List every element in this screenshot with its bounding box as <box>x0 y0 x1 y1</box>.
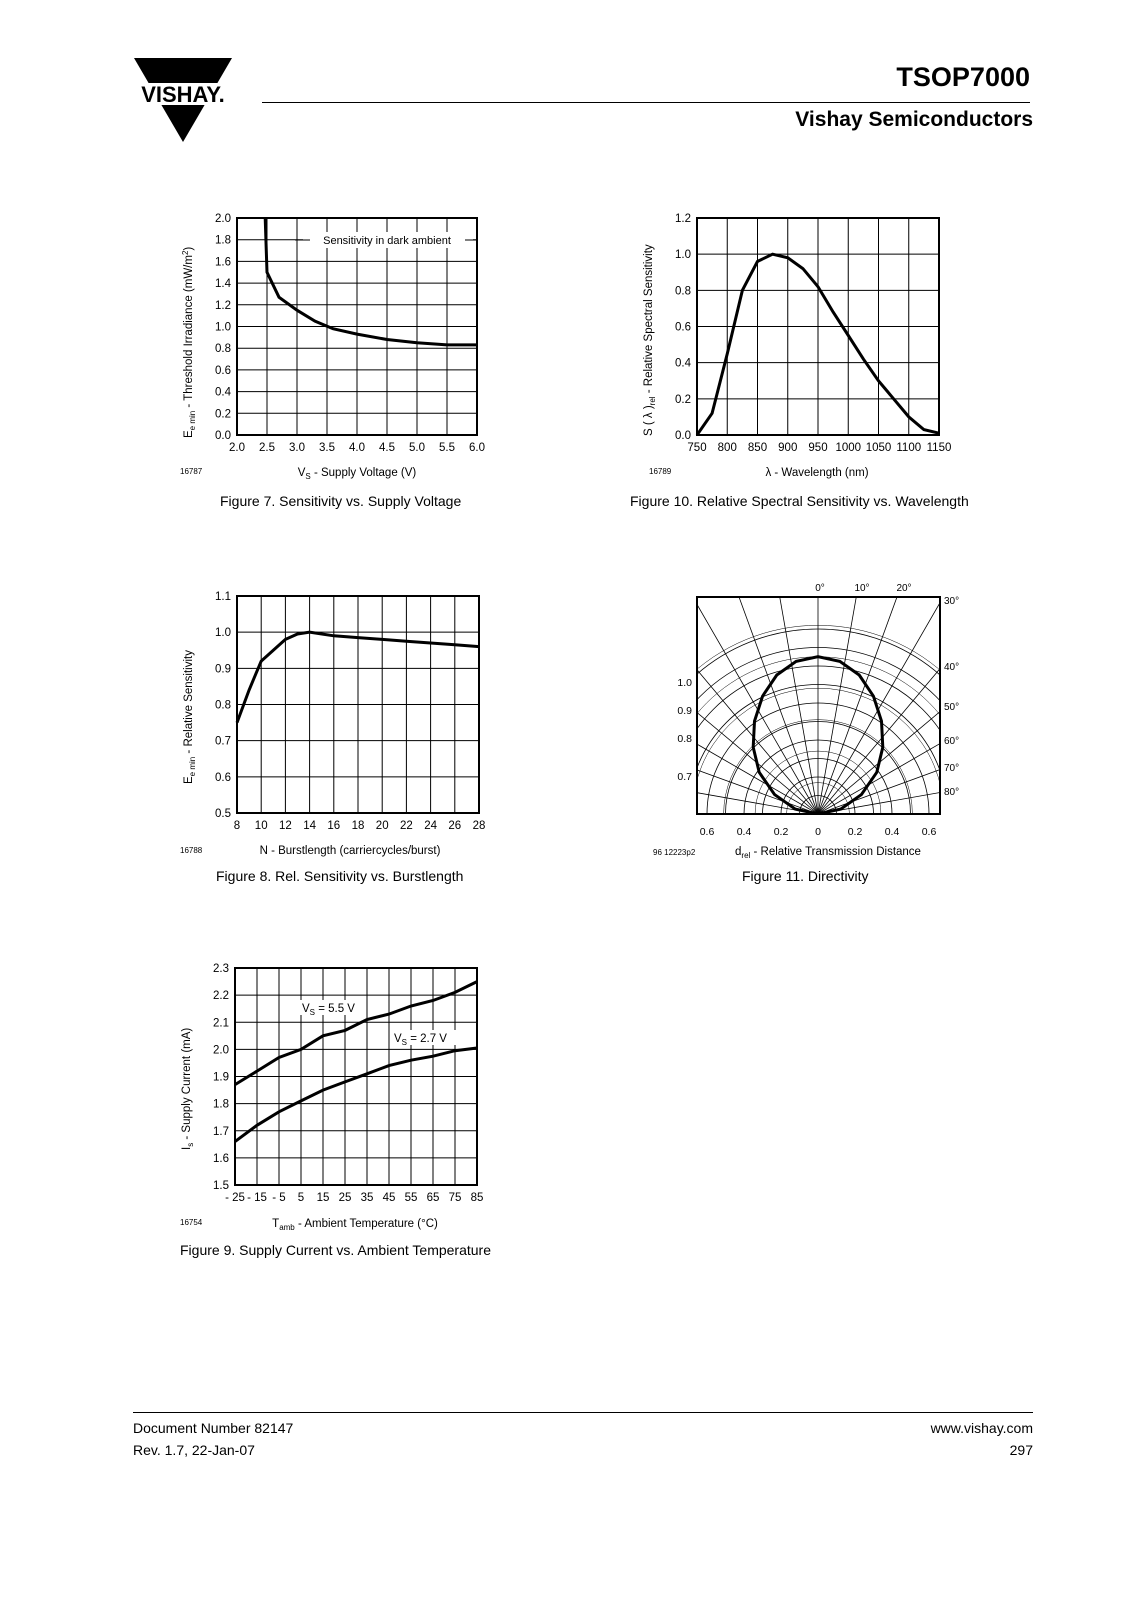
figure-7 <box>175 210 505 509</box>
fig8-xtick: 10 <box>254 820 268 832</box>
fig10-xlabel: λ - Wavelength (nm) <box>765 467 869 479</box>
figure-10 <box>630 210 977 509</box>
fig8-code: 16788 <box>180 846 203 855</box>
chart-fig7 <box>175 210 505 480</box>
fig10-xtick: 850 <box>747 442 768 454</box>
fig7-caption: Figure 7. Sensitivity vs. Supply Voltage <box>220 493 462 509</box>
fig7-ytick: 1.6 <box>215 256 231 269</box>
fig8-xtick: 18 <box>351 820 365 832</box>
fig8-xtick: 22 <box>400 820 413 832</box>
fig11-code: 96 12223p2 <box>653 848 696 857</box>
fig11-frame <box>697 597 940 814</box>
fig9-ylabel: $I_s$ - Supply Current (mA) <box>181 1027 195 1150</box>
fig10-ytick: 0.6 <box>675 321 691 334</box>
fig8-ylabel: $E_{e min}$ - Relative Sensitivity <box>183 650 197 784</box>
fig10-xtick: 1150 <box>926 442 952 454</box>
fig11-angle-label: 70° <box>944 763 960 774</box>
fig10-code: 16789 <box>649 467 672 476</box>
fig9-xtick: - 5 <box>272 1192 286 1204</box>
fig9-caption: Figure 9. Supply Current vs. Ambient Temperature <box>180 1242 492 1258</box>
fig7-ytick: 1.0 <box>215 321 231 334</box>
fig7-xtick: 5.0 <box>409 442 425 454</box>
figure-8 <box>175 588 505 884</box>
fig7-ytick: 0.4 <box>215 386 231 399</box>
fig7-ylabel: $E_{e min}$ - Threshold Irradiance $(mW/m^2)$ <box>181 246 197 438</box>
fig11-angle-label: 0° <box>815 583 825 594</box>
fig8-ytick: 1.0 <box>215 627 231 640</box>
chart-fig11 <box>650 578 980 868</box>
fig11-grid-radial <box>618 468 818 814</box>
fig10-caption: Figure 10. Relative Spectral Sensitivity vs. Wavelength <box>630 493 969 509</box>
figure-11 <box>650 578 980 884</box>
fig9-xtick: 45 <box>382 1192 396 1204</box>
fig11-angle-label: 30° <box>944 596 960 607</box>
fig11-left-tick: 0.7 <box>677 771 692 783</box>
fig9-ytick: 1.5 <box>213 1180 229 1192</box>
fig11-angle-label: 10° <box>854 583 870 594</box>
fig8-ticks <box>215 591 485 832</box>
fig9-xtick: - 15 <box>247 1192 267 1204</box>
fig11-xtick: 0.6 <box>699 826 715 838</box>
fig8-ytick: 0.8 <box>215 699 231 712</box>
fig10-xtick: 1050 <box>865 442 892 454</box>
fig7-grid <box>237 218 477 435</box>
fig9-xtick: 15 <box>316 1192 330 1204</box>
fig11-angle-label: 50° <box>944 702 960 713</box>
fig11-left-tick: 0.8 <box>677 733 692 745</box>
fig7-code: 16787 <box>180 467 203 476</box>
fig9-series-b-label: $V_S = 2.7$ V <box>394 1033 447 1047</box>
fig11-angle-label: 80° <box>944 787 960 798</box>
fig9-ytick: 2.0 <box>213 1044 229 1057</box>
fig11-grid-radial <box>512 557 818 814</box>
fig11-xlabel: $d_{rel}$ - Relative Transmission Distance <box>735 846 921 860</box>
fig11-xtick: 0.4 <box>736 826 752 838</box>
fig11-angle-label: 20° <box>896 583 912 594</box>
fig11-grid-radial <box>818 557 1124 814</box>
fig11-caption: Figure 11. Directivity <box>742 868 869 884</box>
fig8-caption: Figure 8. Rel. Sensitivity vs. Burstlength <box>216 868 464 884</box>
fig11-left-tick: 1.0 <box>677 677 692 689</box>
fig8-ytick: 0.6 <box>215 771 231 784</box>
fig10-xtick: 750 <box>687 442 707 454</box>
fig11-angle-label: 40° <box>944 662 960 673</box>
fig11-grid-radial <box>818 677 1131 814</box>
fig10-xtick: 800 <box>717 442 737 454</box>
fig10-xtick: 950 <box>808 442 828 454</box>
fig7-ytick: 0.0 <box>215 430 231 442</box>
fig9-xtick: 65 <box>426 1192 440 1204</box>
fig9-xtick: 85 <box>470 1192 484 1204</box>
fig10-xtick: 1100 <box>896 442 922 454</box>
fig11-angle-label: 60° <box>944 736 960 747</box>
fig11-xtick: 0.2 <box>847 826 863 838</box>
fig7-xtick: 6.0 <box>469 442 485 454</box>
header-rule <box>262 102 1030 103</box>
document-subtitle: Vishay Semiconductors <box>795 108 1033 131</box>
fig8-xlabel: N - Burstlength (carriercycles/burst) <box>259 845 441 857</box>
figure-9 <box>175 960 505 1258</box>
fig9-xtick: 75 <box>448 1192 462 1204</box>
chart-fig10 <box>637 210 977 480</box>
fig7-xtick: 4.5 <box>379 442 395 454</box>
fig9-ticks <box>213 963 483 1204</box>
fig10-xtick: 900 <box>778 442 798 454</box>
fig9-xtick: 55 <box>404 1192 418 1204</box>
fig11-xtick: 0.2 <box>773 826 789 838</box>
fig8-ytick: 1.1 <box>215 591 231 603</box>
fig10-ytick: 0.2 <box>675 393 691 406</box>
fig7-ytick: 0.6 <box>215 364 231 377</box>
fig9-ytick: 1.7 <box>213 1125 229 1138</box>
fig9-ytick: 2.1 <box>213 1017 229 1030</box>
fig8-ytick: 0.7 <box>215 735 231 748</box>
fig7-xtick: 2.0 <box>229 442 245 454</box>
footer-rule <box>133 1412 1033 1413</box>
fig7-ytick: 0.8 <box>215 343 231 356</box>
page-number: 297 <box>1009 1442 1033 1458</box>
revision: Rev. 1.7, 22-Jan-07 <box>133 1442 255 1458</box>
fig9-xlabel: $T_{amb}$ - Ambient Temperature (°C) <box>272 1218 438 1232</box>
fig11-grid-radial <box>818 745 1131 814</box>
fig9-xtick: 5 <box>297 1192 305 1204</box>
fig11-xtick: 0.6 <box>921 826 937 838</box>
fig10-ytick: 0.8 <box>675 285 691 298</box>
fig9-series-a-label: $V_S = 5.5$ V <box>302 1003 355 1017</box>
fig10-xtick: 1000 <box>835 442 862 454</box>
fig7-xtick: 5.5 <box>439 442 455 454</box>
fig10-ytick: 1.2 <box>675 213 691 225</box>
fig7-xlabel: $V_S$ - Supply Voltage (V) <box>297 467 417 481</box>
fig10-ylabel: S ( λ )$_{rel}$ - Relative Spectral Sensitivity <box>643 244 657 436</box>
fig7-ytick: 1.4 <box>215 278 231 291</box>
fig11-left-tick: 0.9 <box>677 705 692 717</box>
fig10-ytick: 0.0 <box>675 430 691 442</box>
fig9-xtick: - 25 <box>225 1192 245 1204</box>
document-title: TSOP7000 <box>896 62 1030 92</box>
fig7-ytick: 1.2 <box>215 299 231 312</box>
fig8-xtick: 24 <box>424 820 437 832</box>
logo-text: VISHAY. <box>141 82 225 107</box>
fig8-xtick: 28 <box>472 820 486 832</box>
document-number: Document Number 82147 <box>133 1420 294 1436</box>
fig8-xtick: 12 <box>279 820 292 832</box>
chart-fig8 <box>175 588 505 863</box>
fig8-ytick: 0.9 <box>215 663 231 676</box>
fig9-ytick: 1.9 <box>213 1071 229 1084</box>
fig7-xtick: 3.5 <box>319 442 335 454</box>
fig7-xtick: 3.0 <box>289 442 305 454</box>
fig7-ytick: 0.2 <box>215 408 231 421</box>
fig8-xtick: 14 <box>303 820 316 832</box>
fig9-ytick: 2.3 <box>213 963 229 975</box>
vishay-logo <box>128 58 238 144</box>
fig9-ytick: 1.6 <box>213 1152 229 1165</box>
fig9-xtick: 35 <box>360 1192 374 1204</box>
fig8-grid <box>237 596 479 813</box>
website-link[interactable]: www.vishay.com <box>930 1420 1033 1436</box>
fig11-grid-radial <box>818 468 1018 814</box>
fig7-annotation: Sensitivity in dark ambient <box>323 235 451 247</box>
fig11-xtick: 0.4 <box>884 826 900 838</box>
fig7-ytick: 1.8 <box>215 234 231 247</box>
fig7-ytick: 2.0 <box>215 213 231 225</box>
fig8-xtick: 20 <box>375 820 389 832</box>
fig11-grid-radial <box>561 508 818 814</box>
fig9-code: 16754 <box>180 1218 203 1227</box>
chart-fig9 <box>175 960 505 1235</box>
fig8-xtick: 26 <box>448 820 462 832</box>
fig9-ytick: 2.2 <box>213 990 229 1003</box>
fig7-xtick: 4.0 <box>349 442 365 454</box>
fig11-xtick: 0 <box>815 826 821 838</box>
fig8-xtick: 8 <box>233 820 241 832</box>
fig8-ytick: 0.5 <box>215 808 231 820</box>
fig8-xtick: 16 <box>327 820 341 832</box>
fig10-ytick: 1.0 <box>675 249 691 262</box>
fig9-xtick: 25 <box>338 1192 352 1204</box>
fig10-ytick: 0.4 <box>675 357 691 370</box>
fig9-ytick: 1.8 <box>213 1098 229 1111</box>
fig7-xtick: 2.5 <box>259 442 275 454</box>
